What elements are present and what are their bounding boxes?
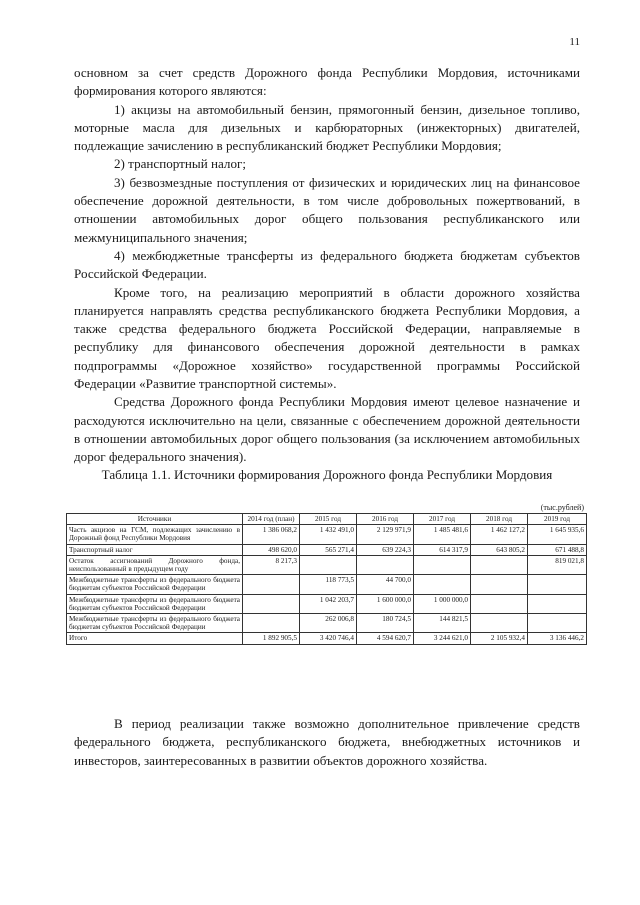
paragraph: 4) межбюджетные трансферты из федерального бюджета бюджетам субъектов Российской Федерации. xyxy=(74,247,580,282)
header-cell: 2019 год xyxy=(528,514,587,525)
table-cell xyxy=(471,594,528,613)
table-cell xyxy=(528,614,587,633)
row-label: Межбюджетные трансферты из федерального бюджета бюджетам субъектов Российской Федерации xyxy=(67,575,243,594)
header-cell: Источники xyxy=(67,514,243,525)
table-row xyxy=(67,525,587,544)
table-cell: 1 462 127,2 xyxy=(471,525,528,544)
table-cell xyxy=(528,575,587,594)
table-cell xyxy=(357,555,414,574)
table-cell: 262 006,8 xyxy=(300,614,357,633)
table-cell: 4 594 620,7 xyxy=(357,633,414,644)
table-cell: 614 317,9 xyxy=(414,544,471,555)
table-cell: 819 021,8 xyxy=(528,555,587,574)
table-cell: 639 224,3 xyxy=(357,544,414,555)
table-cell xyxy=(471,555,528,574)
header-cell: 2017 год xyxy=(414,514,471,525)
paragraph: Средства Дорожного фонда Республики Мордовия имеют целевое назначение и расходуются исключительно на цели, связанные с обеспечением дорожной деятельности в отношении автомобильных дорог общего пользования (за исключением автомобильных дорог федерального значения). xyxy=(74,394,580,465)
table-caption: Таблица 1.1. Источники формирования Дорожного фонда Республики Мордовия xyxy=(101,467,553,482)
paragraph: Кроме того, на реализацию мероприятий в области дорожного хозяйства планируется направлять средства республиканского бюджета Республики Мордовия, а также средства федерального бюджета Российской Федерации, направляемые в республику для финансового обеспечения дорожной деятельности в рамках подпрограммы «Дорожное хозяйство» государственной программы Российской Федерации «Развитие транспортной системы». xyxy=(74,284,580,392)
table-cell: 3 136 446,2 xyxy=(528,633,587,644)
table-cell: 498 620,0 xyxy=(243,544,300,555)
header-cell: 2014 год (план) xyxy=(243,514,300,525)
table-cell: 1 386 068,2 xyxy=(243,525,300,544)
table-cell xyxy=(471,614,528,633)
table-cell: 2 105 932,4 xyxy=(471,633,528,644)
table-units: (тыс.рублей) xyxy=(540,503,584,512)
table-row xyxy=(67,594,587,613)
table-cell: 1 485 481,6 xyxy=(414,525,471,544)
header-cell: 2015 год xyxy=(300,514,357,525)
paragraph: 3) безвозмездные поступления от физических и юридических лиц на финансовое обеспечение дорожной деятельности, в том числе добровольных пожертвований, в отношении автомобильных дорог общего пользования республиканского или межмуниципального значения; xyxy=(74,174,580,245)
paragraph: основном за счет средств Дорожного фонда Республики Мордовия, источниками формирования которого являются: xyxy=(74,65,580,99)
table-cell: 565 271,4 xyxy=(300,544,357,555)
body-text-top xyxy=(74,64,580,467)
table-row xyxy=(67,544,587,555)
header-cell: 2018 год xyxy=(471,514,528,525)
table-cell: 1 042 203,7 xyxy=(300,594,357,613)
table-cell: 643 805,2 xyxy=(471,544,528,555)
row-label: Межбюджетные трансферты из федерального бюджета бюджетам субъектов Российской Федерации xyxy=(67,614,243,633)
paragraph: 2) транспортный налог; xyxy=(114,156,246,172)
table-cell: 1 432 491,0 xyxy=(300,525,357,544)
table-cell: 3 244 621,0 xyxy=(414,633,471,644)
table-cell: 144 821,5 xyxy=(414,614,471,633)
row-label: Часть акцизов на ГСМ, подлежащих зачислению в Дорожный фонд Республики Мордовия xyxy=(67,525,243,544)
table-cell xyxy=(243,614,300,633)
table-total-row xyxy=(67,633,587,644)
table-cell xyxy=(471,575,528,594)
table-cell xyxy=(300,555,357,574)
table-row xyxy=(67,614,587,633)
paragraph: В период реализации также возможно дополнительное привлечение средств федерального бюджета, республиканского бюджета, внебюджетных источников и инвесторов, заинтересованных в развитии объектов дорожного хозяйства. xyxy=(74,716,580,768)
table-cell xyxy=(243,594,300,613)
table-row xyxy=(67,575,587,594)
body-text-bottom xyxy=(74,715,580,770)
table-cell xyxy=(414,555,471,574)
table-cell: 1 892 905,5 xyxy=(243,633,300,644)
table-cell: 180 724,5 xyxy=(357,614,414,633)
table-cell xyxy=(414,575,471,594)
table-cell: 3 420 746,4 xyxy=(300,633,357,644)
table-cell xyxy=(243,575,300,594)
sources-table xyxy=(66,513,587,645)
table-cell: 671 488,8 xyxy=(528,544,587,555)
page-number: 11 xyxy=(569,36,580,48)
row-label: Остаток ассигнований Дорожного фонда, неиспользованный в предыдущем году xyxy=(67,555,243,574)
table-cell: 1 000 000,0 xyxy=(414,594,471,613)
table-cell: 1 600 000,0 xyxy=(357,594,414,613)
header-cell: 2016 год xyxy=(357,514,414,525)
table-cell: 44 700,0 xyxy=(357,575,414,594)
table-cell: 118 773,5 xyxy=(300,575,357,594)
table-cell: 8 217,3 xyxy=(243,555,300,574)
paragraph: 1) акцизы на автомобильный бензин, прямогонный бензин, дизельное топливо, моторные масла для дизельных и карбюраторных (инжекторных) двигателей, подлежащие зачислению в республиканский бюджет Республики Мордовия; xyxy=(74,101,580,154)
row-label: Итого xyxy=(67,633,243,644)
table-header-row xyxy=(67,514,587,525)
table-row xyxy=(67,555,587,574)
table-cell: 1 645 935,6 xyxy=(528,525,587,544)
table-cell xyxy=(528,594,587,613)
table-cell: 2 129 971,9 xyxy=(357,525,414,544)
row-label: Транспортный налог xyxy=(67,544,243,555)
row-label: Межбюджетные трансферты из федерального бюджета бюджетам субъектов Российской Федерации xyxy=(67,594,243,613)
